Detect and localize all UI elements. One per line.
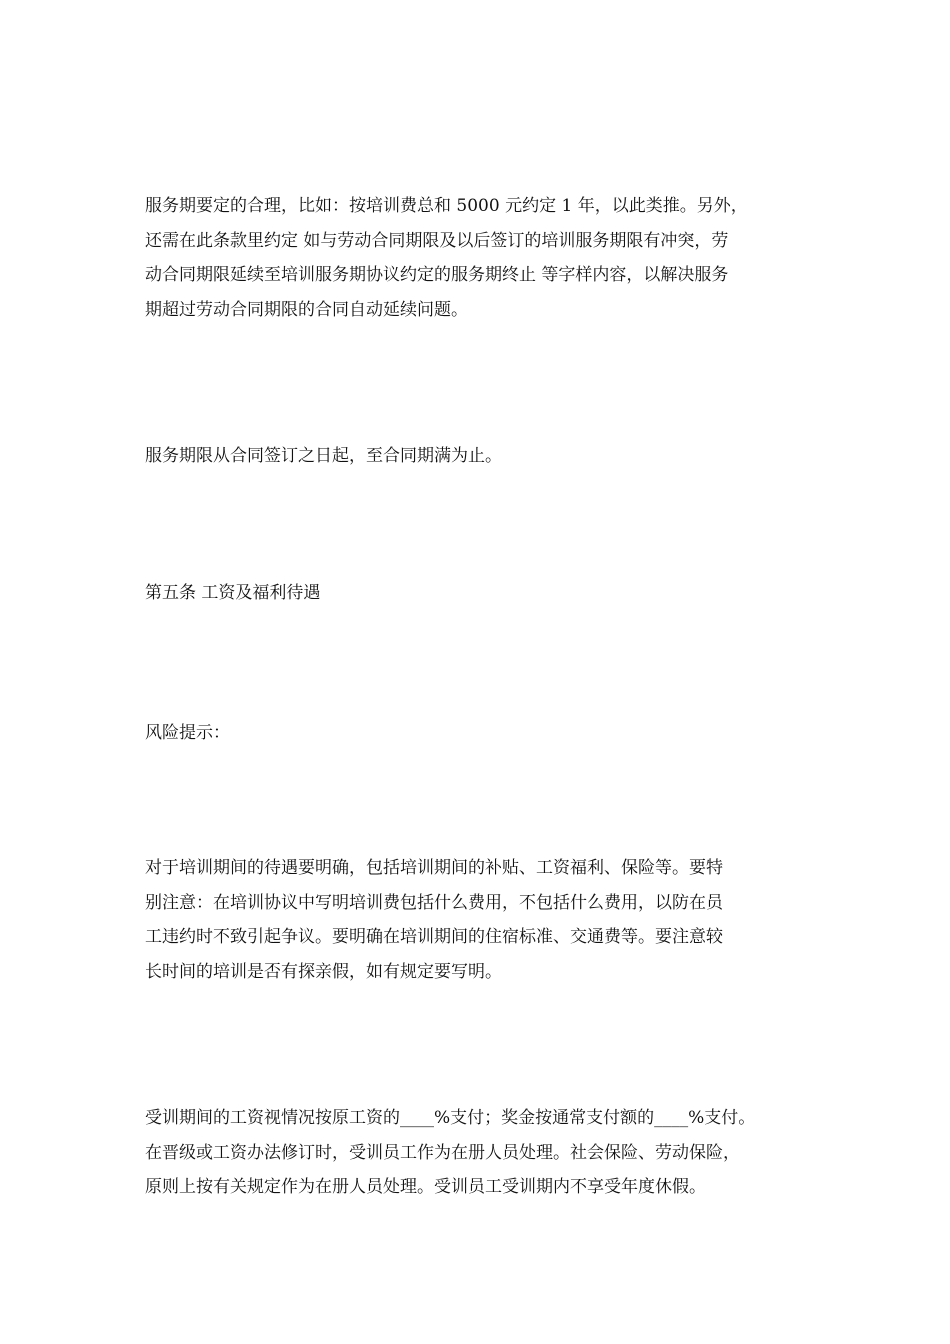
text-line: 服务期要定的合理，比如：按培训费总和 5000 元约定 1 年，以此类推。另外， <box>145 196 748 216</box>
text-line: 受训期间的工资视情况按原工资的____%支付；奖金按通常支付额的____%支付。 <box>145 1108 756 1128</box>
paragraph-wage-during-training <box>145 1101 810 1205</box>
text-line: 还需在此条款里约定 如与劳动合同期限及以后签订的培训服务期限有冲突，劳 <box>145 230 729 251</box>
paragraph-service-term <box>145 439 810 474</box>
text-line: 动合同期限延续至培训服务期协议约定的服务期终止 等字样内容，以解决服务 <box>145 265 729 285</box>
section-heading-article-5 <box>145 576 810 611</box>
text-line: 长时间的培训是否有探亲假，如有规定要写明。 <box>145 961 502 982</box>
paragraph-training-benefits <box>145 851 810 989</box>
text-line: 原则上按有关规定作为在册人员处理。受训员工受训期内不享受年度休假。 <box>145 1177 706 1197</box>
text-line: 服务期限从合同签订之日起，至合同期满为止。 <box>145 446 502 466</box>
text-line: 别注意：在培训协议中写明培训费包括什么费用，不包括什么费用，以防在员 <box>145 892 723 913</box>
text-line: 工违约时不致引起争议。要明确在培训期间的住宿标准、交通费等。要注意较 <box>145 927 723 947</box>
label-text: 风险提示： <box>145 723 230 743</box>
paragraph-service-period-note <box>145 189 810 327</box>
risk-notice-label <box>145 716 810 751</box>
text-line: 期超过劳动合同期限的合同自动延续问题。 <box>145 299 468 320</box>
text-line: 在晋级或工资办法修订时，受训员工作为在册人员处理。社会保险、劳动保险， <box>145 1142 740 1163</box>
heading-text: 第五条 工资及福利待遇 <box>145 583 321 603</box>
text-line: 对于培训期间的待遇要明确，包括培训期间的补贴、工资福利、保险等。要特 <box>145 858 723 878</box>
